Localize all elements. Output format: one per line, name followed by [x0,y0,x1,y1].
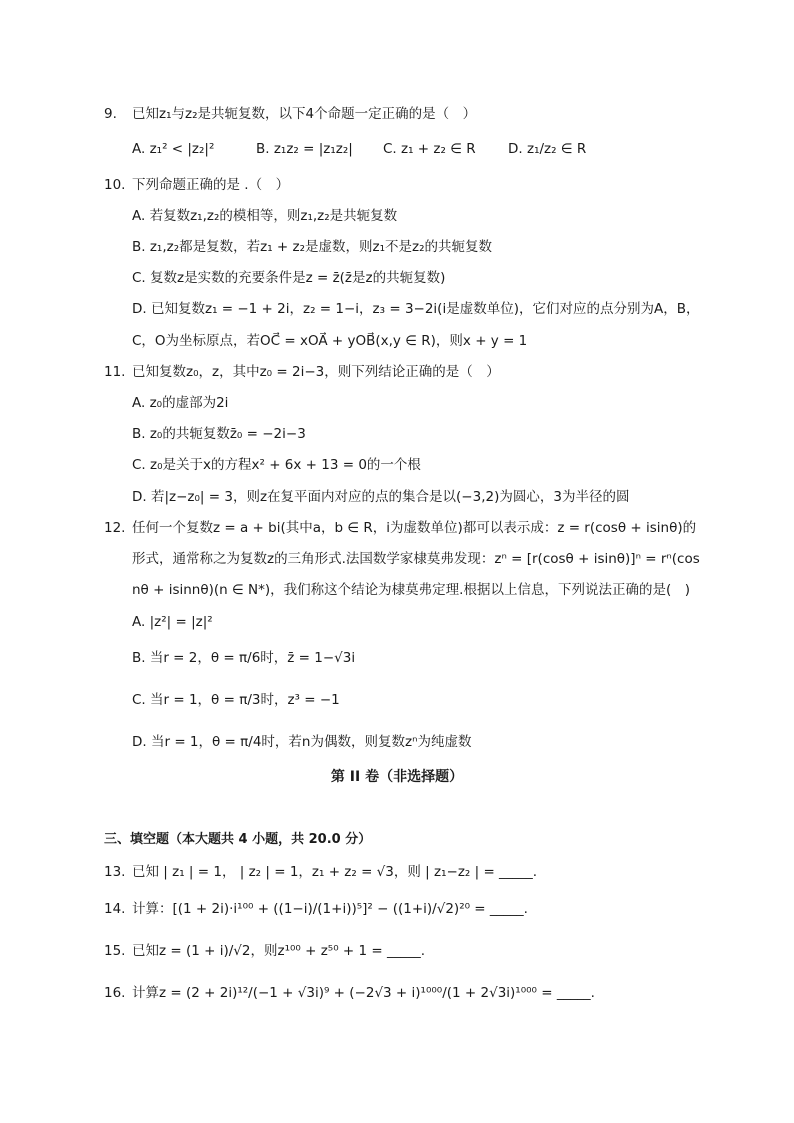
q16-number: 16. [104,985,126,1001]
q14-number: 14. [104,901,126,917]
q16-text: 计算z = (2 + 2i)¹²/(−1 + √3i)⁹ + (−2√3 + i)¹⁰⁰⁰/(1 + 2√3i)¹⁰⁰⁰ = _____. [132,985,595,1001]
q10-option-b: B. z₁,z₂都是复数，若z₁ + z₂是虚数，则z₁不是z₂的共轭复数 [132,239,493,255]
q9-option-c: C. z₁ + z₂ ∈ R [383,141,476,157]
section3-heading: 三、填空题（本大题共 4 小题，共 20.0 分） [104,832,372,847]
q9-number: 9. [104,106,117,122]
q10-option-d-line1: D. 已知复数z₁ = −1 + 2i，z₂ = 1−i，z₃ = 3−2i(i是虚数单位)，它们对应的点分别为A，B， [132,301,700,317]
q10-number: 10. [104,177,126,193]
q11-option-d: D. 若|z−z₀| = 3，则z在复平面内对应的点的集合是以(−3,2)为圆心，3为半径的圆 [132,489,630,505]
q12-stem-line2: 形式，通常称之为复数z的三角形式.法国数学家棣莫弗发现：zⁿ = [r(cosθ + isinθ)]ⁿ = rⁿ(cos [132,551,700,567]
q10-option-c: C. 复数z是实数的充要条件是z = z̄(z̄是z的共轭复数) [132,270,446,286]
q9-stem: 已知z₁与z₂是共轭复数，以下4个命题一定正确的是（ ） [132,106,477,122]
q12-stem-line1: 任何一个复数z = a + bi(其中a，b ∈ R，i为虚数单位)都可以表示成：z = r(cosθ + isinθ)的 [132,520,697,536]
q12-option-b: B. 当r = 2，θ = π/6时，z̄ = 1−√3i [132,650,356,666]
q11-number: 11. [104,364,126,380]
q14-text: 计算：[(1 + 2i)·i¹⁰⁰ + ((1−i)/(1+i))⁵]² − ((1+i)/√2)²⁰ = _____. [132,901,528,917]
part2-title: 第 II 卷（非选择题） [330,769,464,785]
q15-text: 已知z = (1 + i)/√2，则z¹⁰⁰ + z⁵⁰ + 1 = _____. [132,943,426,959]
q13-number: 13. [104,864,126,880]
q12-number: 12. [104,520,126,536]
q11-option-c: C. z₀是关于x的方程x² + 6x + 13 = 0的一个根 [132,457,421,473]
q11-option-a: A. z₀的虚部为2i [132,395,229,411]
q10-option-a: A. 若复数z₁,z₂的模相等，则z₁,z₂是共轭复数 [132,208,398,224]
q13-text: 已知 | z₁ | = 1， | z₂ | = 1，z₁ + z₂ = √3，则 | z₁−z₂ | = _____. [132,864,538,880]
q10-stem: 下列命题正确的是 .（ ） [132,177,290,193]
q11-stem: 已知复数z₀，z，其中z₀ = 2i−3，则下列结论正确的是（ ） [132,364,500,380]
q12-stem-line3: nθ + isinnθ)(n ∈ N*)，我们称这个结论为棣莫弗定理.根据以上信息，下列说法正确的是( ) [132,582,690,598]
q10-option-d-line2: C，O为坐标原点，若OC⃗ = xOA⃗ + yOB⃗(x,y ∈ R)，则x + y = 1 [132,333,528,349]
q12-option-a: A. |z²| = |z|² [132,614,213,630]
q12-option-c: C. 当r = 1，θ = π/3时，z³ = −1 [132,692,340,708]
q9-option-a: A. z₁² < |z₂|² [132,141,215,157]
q12-option-d: D. 当r = 1，θ = π/4时，若n为偶数，则复数zⁿ为纯虚数 [132,734,472,750]
q9-option-b: B. z₁z₂ = |z₁z₂| [256,141,353,157]
q11-option-b: B. z₀的共轭复数z̄₀ = −2i−3 [132,426,306,442]
q15-number: 15. [104,943,126,959]
q9-option-d: D. z₁/z₂ ∈ R [508,141,587,157]
